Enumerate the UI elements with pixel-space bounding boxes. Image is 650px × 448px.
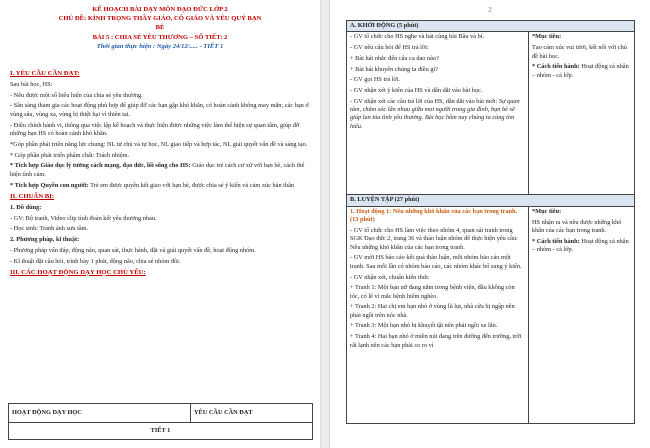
requirement-item: - Nêu được một số biểu hiện của chia sẻ yêu thương. — [10, 91, 143, 99]
table-row — [347, 32, 635, 195]
method-text: Hoạt động cá nhân – nhóm - cả lớp. — [532, 237, 629, 254]
section-heading-preparation: II. CHUẨN BỊ: — [10, 193, 55, 200]
activity-line: - GV nhận xét ý kiến của HS và dẫn dắt vào bài học. — [350, 86, 483, 94]
lesson-title-line: KẾ HOẠCH BÀI DẠY MÔN ĐẠO ĐỨC LỚP 2 — [92, 6, 228, 13]
lesson-title-block — [10, 5, 310, 51]
activity-line: - GV mời HS báo cáo kết quả thảo luận, mỗi nhóm báo cáo một tranh. Sau mỗi lần có nhóm báo cáo, các nhóm khác bổ sung ý kiến. — [350, 254, 522, 270]
document-page-1 — [0, 0, 320, 448]
objective-text: Tạo cảm xúc vui tươi, kết nối với chủ đề bài học. — [532, 44, 627, 60]
activity-line: + Tranh 2: Hai chị em bạn nhỏ ở vùng lũ lụt, nhà cửa bị ngập nên phải ngồi trên nóc nhà. — [350, 303, 515, 319]
activity-line-lead — [350, 98, 525, 132]
subheading-methods: 2. Phương pháp, kĩ thuật: — [10, 236, 80, 244]
section-b-requirements — [529, 206, 635, 423]
section-heading-requirements: I. YÊU CẦU CẦN ĐẠT: — [10, 70, 80, 77]
table-header-row — [9, 404, 313, 423]
table-period-label: TIẾT 1 — [9, 423, 313, 440]
subheading-materials: 1. Đồ dùng: — [10, 203, 42, 211]
activity-line: - GV tổ chức cho HS làm việc theo nhóm 4, quan sát tranh trong SGK Đạo đức 2, trang 36 và thảo luận nhóm để thực hiện yêu cầu: Nêu những khó khăn của các bạn trong tranh. — [350, 226, 518, 251]
requirement-item: *Góp phần phát triển năng lực chung: NL tự chủ và tự học, NL giao tiếp và hợp tác, NL giải quyết vấn đề và sáng tạo. — [10, 140, 308, 148]
activities-table-continued — [346, 20, 635, 424]
table-row — [347, 195, 635, 206]
section-a-activities — [347, 32, 529, 195]
table-row — [347, 21, 635, 32]
materials-item: - GV: Bộ tranh, Video clip tình đoàn kết yêu thương nhau. — [10, 214, 157, 222]
activities-table — [8, 403, 313, 440]
table-header-requirements: YÊU CẦU CẦN ĐẠT — [191, 404, 313, 423]
method-line — [532, 63, 631, 80]
activity-line: - GV nhận xét các câu trả lời của HS, dẫn dắt vào bài mới: — [350, 97, 498, 105]
lesson-topic-line-cont: BÈ — [155, 24, 165, 31]
objective-label: *Mục tiêu: — [532, 207, 562, 215]
integration-ethics-text: Giáo dục trẻ cách cư xử với bạn bè, cách thể hiện tình cảm. — [10, 162, 305, 178]
requirement-item: - Điều chỉnh hành vi, thông qua việc lập kế hoạch và thực hiện được những việc làm thể hiện sự quan tâm, giúp đỡ những bạn HS có hoàn cảnh khó khăn. — [10, 121, 300, 137]
activity-line: - GV tổ chức cho HS nghe và hát cùng bài Bầu và bí. — [350, 33, 485, 41]
table-row — [9, 423, 313, 440]
requirements-intro: Sau bài học, HS: — [10, 80, 53, 88]
activity-line: + Tranh 1: Một bạn nữ đang nằm trong bệnh viện, đầu không còn tóc, có lẽ vì mắc bệnh hiểm nghèo. — [350, 284, 515, 300]
methods-item: - Kĩ thuật đặt câu hỏi, trình bày 1 phút, động não, chia sẻ nhóm đôi. — [10, 257, 181, 265]
table-row — [347, 206, 635, 423]
section-b-heading: B. LUYỆN TẬP (27 phút) — [347, 195, 635, 206]
section-a-requirements — [529, 32, 635, 195]
materials-item: - Học sinh: Tranh ảnh sưu tầm. — [10, 225, 89, 233]
lesson-topic-line: CHỦ ĐỀ: KÍNH TRỌNG THẦY GIÁO, CÔ GIÁO VÀ YÊU QUÝ BẠN — [58, 15, 262, 22]
method-label: * Cách tiến hành: — [532, 63, 580, 71]
section-b-activities — [347, 206, 529, 423]
activity-line: - GV nhận xét, chuẩn kiến thức — [350, 273, 430, 281]
section-a-heading: A. KHỞI ĐỘNG (5 phút) — [347, 21, 635, 32]
activity-line: + Tranh 4: Hai bạn nhỏ ở miền núi đang trên đường đến trường, trời rất lạnh nên các bạn phải co ro vì — [350, 333, 522, 349]
methods-item: - Phương pháp vấn đáp, động não, quan sát, thực hành, đặt và giải quyết vấn đề, hoạt động nhóm. — [10, 246, 256, 254]
requirements-section — [10, 70, 310, 279]
activity-line: - GV gọi HS trả lời. — [350, 76, 401, 84]
method-line — [532, 238, 631, 255]
requirement-item: - Sẵn sàng tham gia các hoạt động phù hợp để giúp đỡ các bạn gặp khó khăn, có hoàn cảnh không may mắn; các bạn ở vùng sâu, vùng xa, vùng bị thiệt hại vì thiên tai. — [10, 102, 309, 118]
method-text: Hoạt động cả nhân – nhóm - cả lớp. — [532, 63, 629, 79]
activity-line: + Bài hát nhắc đến câu ca dao nào? — [350, 54, 439, 62]
objective-label: *Mục tiêu: — [532, 33, 562, 41]
section-heading-activities: III. CÁC HOẠT ĐỘNG DẠY HỌC CHỦ YẾU: — [10, 268, 146, 276]
integration-rights-label: * Tích hợp Quyền con người: — [10, 181, 89, 189]
page-number: 2 — [488, 6, 492, 14]
activity-title: 1. Hoạt động 1: Nêu những khó khăn của các bạn trong tranh. (13 phút) — [350, 207, 518, 224]
integration-ethics-label: * Tích hợp Giáo dục lý tưởng cách mạng, đạo đức, lối sống cho HS: — [10, 162, 191, 170]
integration-rights-text: Trẻ em được quyền kết giao với bạn bè, được chia sẻ ý kiến và cảm xúc bản thân — [88, 181, 295, 189]
activity-line: - GV nêu câu hỏi để HS trả lời: — [350, 44, 429, 52]
integration-ethics — [10, 162, 310, 179]
requirement-item: * Góp phần phát triển phẩm chất: Trách nhiệm. — [10, 151, 130, 159]
lesson-name-line: BÀI 5 : CHIA SẺ YÊU THƯƠNG – SỐ TIẾT: 2 — [92, 34, 228, 41]
integration-rights — [10, 182, 310, 190]
objective-text: HS nhận ra và nêu được những khó khăn của các bạn trong tranh. — [532, 218, 622, 234]
method-label: * Cách tiến hành: — [532, 237, 580, 245]
document-page-2 — [330, 0, 650, 448]
activity-line: + Bài hát khuyên chúng ta điều gì? — [350, 65, 439, 73]
table-header-activities: HOẠT ĐỘNG DẠY HỌC — [9, 404, 191, 423]
activity-line: + Tranh 3: Một bạn nhỏ bị khuyết tật nên phải ngồi xe lăn. — [350, 322, 498, 330]
lesson-date-line: Thời gian thực hiện : Ngày 24/12/..... - TIẾT 1 — [96, 43, 224, 50]
activity-italic-note: Sự quan tâm, chăm sóc lẫn nhau giữa mọi người trong gia đình, bạn bè sẽ giúp lan tỏa tình yêu thương. Bài học hôm nay chúng ta cùng tìm hiểu. — [350, 97, 520, 130]
